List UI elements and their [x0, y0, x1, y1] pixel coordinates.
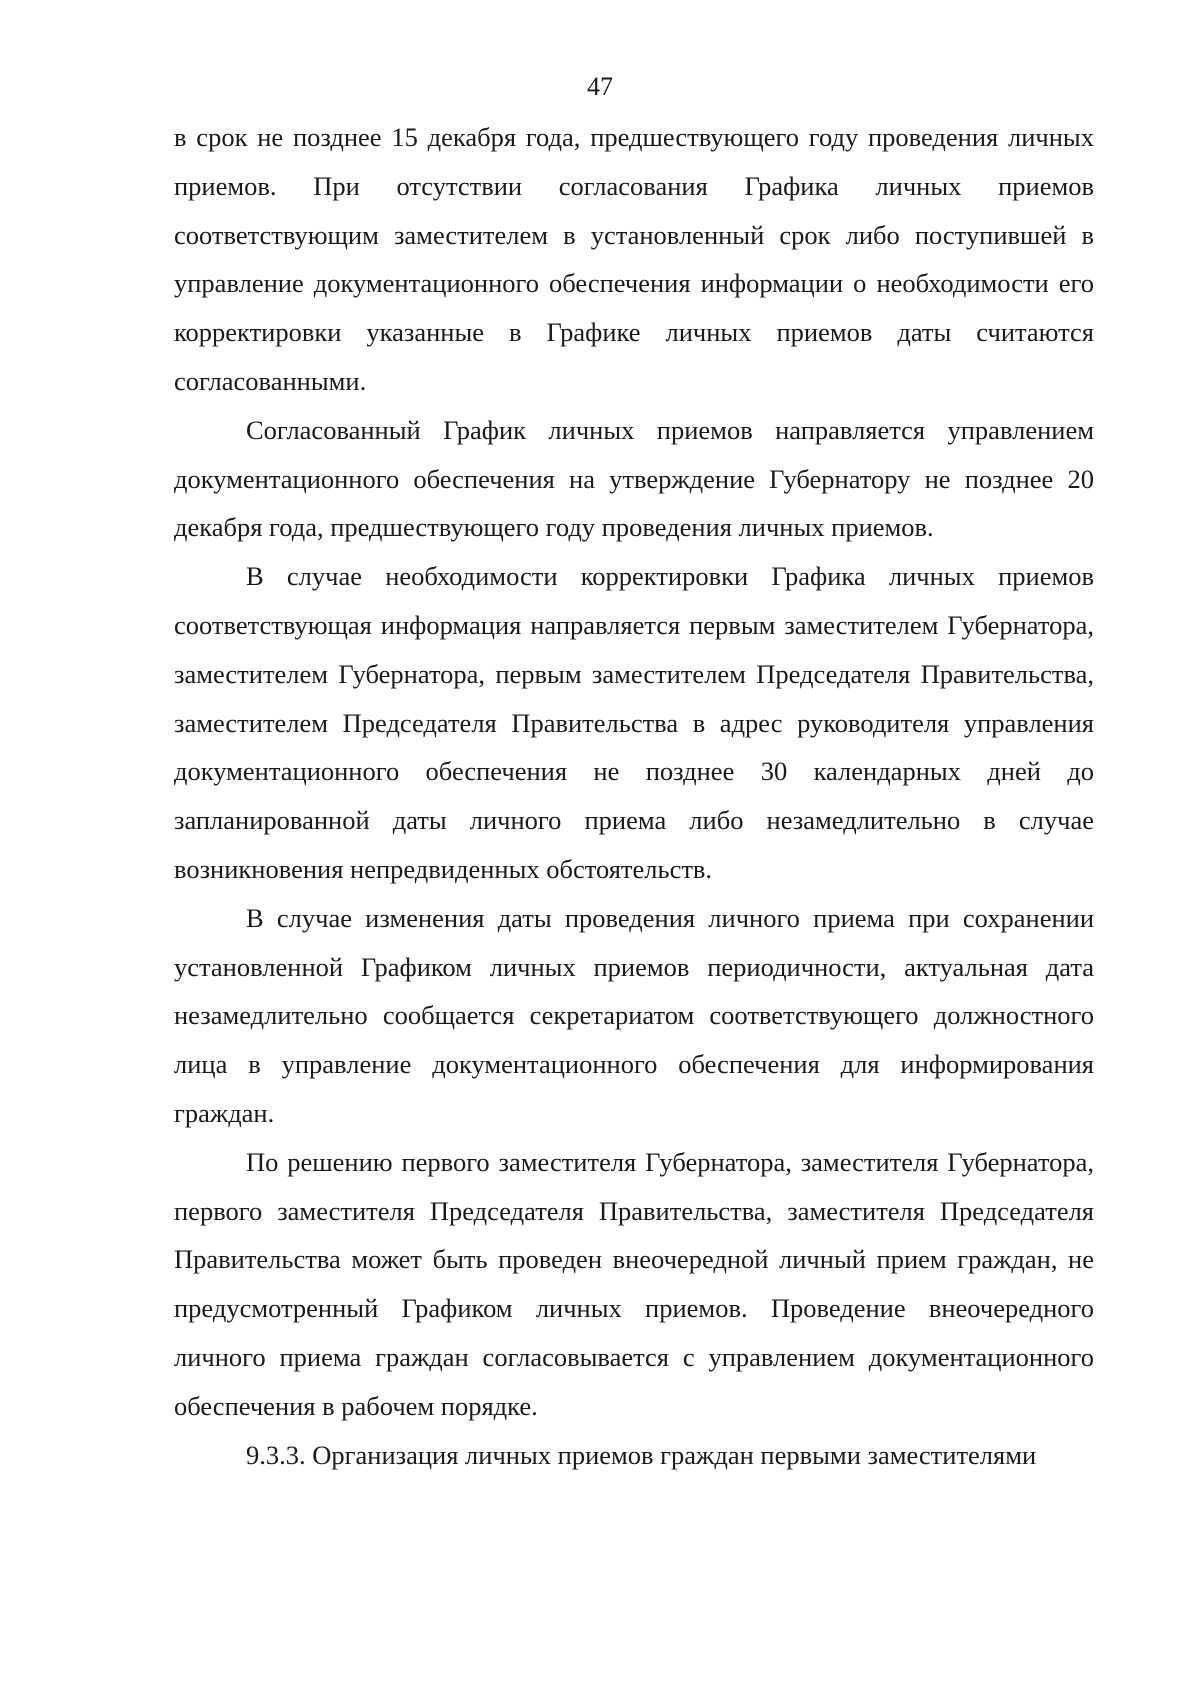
paragraph-date-change: В случае изменения даты проведения личного приема при сохранении установленной Графиком личных приемов периодичности, актуальная дата незамедлительно сообщается секретариатом соответствующего должностного лица в управление документационного обеспечения для информирования граждан.: [174, 902, 1094, 1128]
paragraph-schedule-approval: Согласованный График личных приемов направляется управлением документационного обеспечения на утверждение Губернатору не позднее 20 декабря года, предшествующего году проведения личных приемов.: [174, 414, 1094, 543]
paragraph-extraordinary-reception: По решению первого заместителя Губернатора, заместителя Губернатора, первого заместителя Председателя Правительства, заместителя Председателя Правительства может быть проведен внеочередной личный прием граждан, не предусмотренный Графиком личных приемов. Проведение внеочередного личного приема граждан согласовывается с управлением документационного обеспечения в рабочем порядке.: [174, 1146, 1094, 1421]
page-number: 47: [587, 72, 613, 101]
body-text: [174, 113, 1094, 1479]
paragraph-section-heading: 9.3.3. Организация личных приемов граждан первыми заместителями: [246, 1439, 1037, 1470]
paragraph-schedule-correction: В случае необходимости корректировки Графика личных приемов соответствующая информация направляется первым заместителем Губернатора, заместителем Губернатора, первым заместителем Председателя Правительства, заместителем Председателя Правительства в адрес руководителя управления документационного обеспечения не позднее 30 календарных дней до запланированной даты личного приема либо незамедлительно в случае возникновения непредвиденных обстоятельств.: [174, 561, 1094, 884]
paragraph-deadline-approval: в срок не позднее 15 декабря года, предшествующего году проведения личных приемов. При отсутствии согласования Графика личных приемов соответствующим заместителем в установленный срок либо поступившей в управление документационного обеспечения информации о необходимости его корректировки указанные в Графике личных приемов даты считаются согласованными.: [174, 122, 1094, 396]
